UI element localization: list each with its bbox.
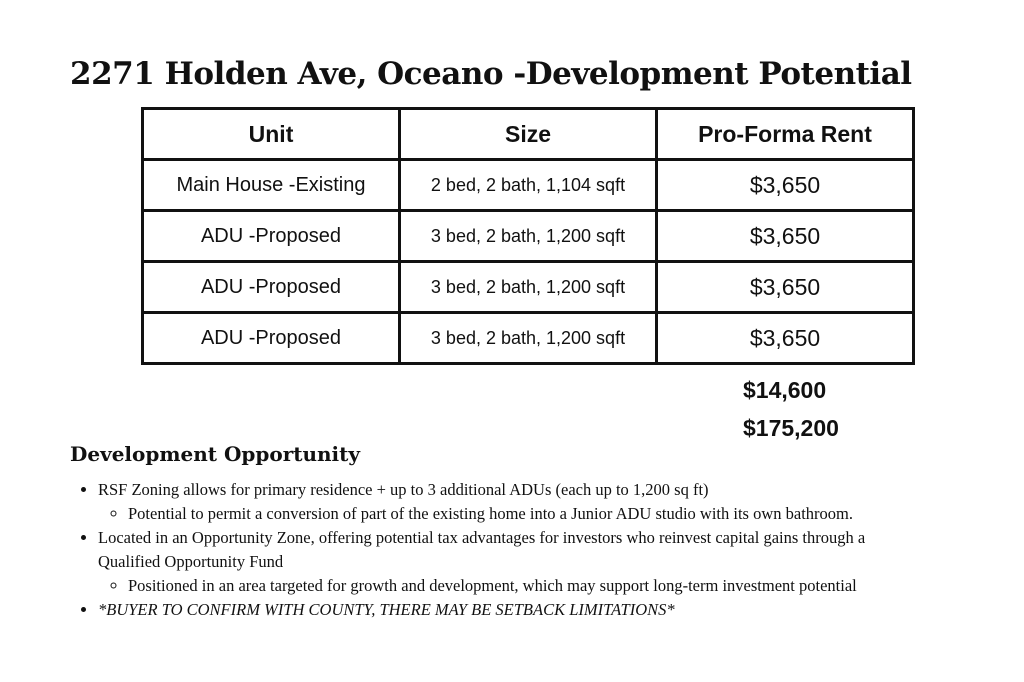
opportunity-list — [80, 478, 898, 622]
unit-cell: ADU -Proposed — [143, 313, 400, 364]
list-item — [98, 526, 898, 598]
section-heading: Development Opportunity — [70, 442, 361, 466]
rent-cell: $3,650 — [657, 160, 914, 211]
list-item — [98, 598, 898, 622]
column-header-unit: Unit — [143, 109, 400, 160]
table-row — [143, 160, 914, 211]
size-cell: 3 bed, 2 bath, 1,200 sqft — [400, 211, 657, 262]
bullet-text: Located in an Opportunity Zone, offering potential tax advantages for investors who reinvest capital gains through a Qualified Opportunity Fund — [98, 528, 866, 571]
rent-cell: $3,650 — [657, 211, 914, 262]
list-item — [98, 478, 898, 526]
unit-cell: Main House -Existing — [143, 160, 400, 211]
total-yearly-value: $175,200 — [743, 415, 839, 441]
unit-cell: ADU -Proposed — [143, 262, 400, 313]
table-row — [143, 262, 914, 313]
rent-cell: $3,650 — [657, 262, 914, 313]
size-cell: 3 bed, 2 bath, 1,200 sqft — [400, 313, 657, 364]
unit-table — [141, 107, 915, 365]
disclaimer-text: *BUYER TO CONFIRM WITH COUNTY, THERE MAY BE SETBACK LIMITATIONS* — [98, 600, 675, 619]
bullet-text: RSF Zoning allows for primary residence + up to 3 additional ADUs (each up to 1,200 sq ft) — [98, 480, 709, 499]
sub-list-item: ◦ Potential to permit a conversion of part of the existing home into a Junior ADU studio with its own bathroom. — [128, 502, 898, 526]
rent-cell: $3,650 — [657, 313, 914, 364]
size-cell: 2 bed, 2 bath, 1,104 sqft — [400, 160, 657, 211]
table-row — [143, 211, 914, 262]
total-monthly-value: $14,600 — [743, 377, 827, 403]
page-title: 2271 Holden Ave, Oceano -Development Potential — [70, 56, 912, 92]
table-header-row — [143, 109, 914, 160]
unit-cell: ADU -Proposed — [143, 211, 400, 262]
column-header-rent: Pro-Forma Rent — [657, 109, 914, 160]
sub-list-item: ◦ Positioned in an area targeted for growth and development, which may support long-term investment potential — [128, 574, 898, 598]
size-cell: 3 bed, 2 bath, 1,200 sqft — [400, 262, 657, 313]
column-header-size: Size — [400, 109, 657, 160]
table-row — [143, 313, 914, 364]
